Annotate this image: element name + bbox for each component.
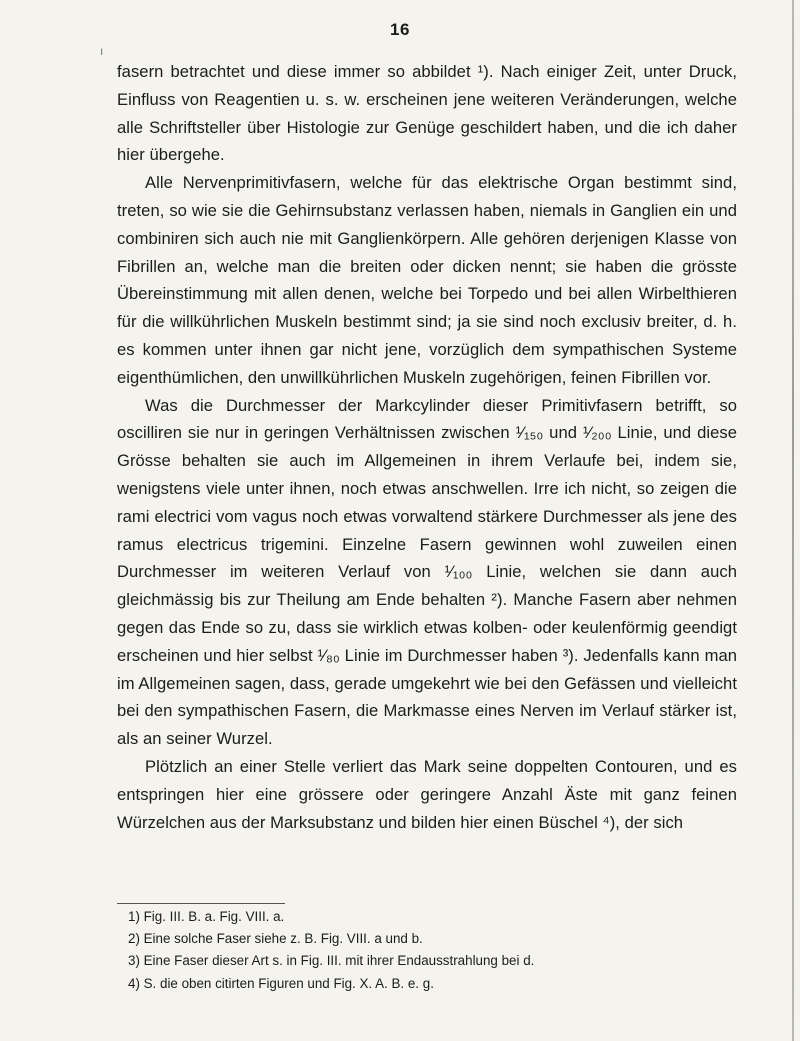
paragraph-3: Was die Durchmesser der Markcylinder dieser Primitivfasern betrifft, so oscilliren sie nur in geringen Verhältnissen zwischen ¹⁄₁₅₀ und ¹⁄₂₀₀ Linie, und diese Grösse behalten sie auch im Allgemeinen in ihrem Verlaufe bei, indem sie, wenigstens viele unter ihnen, noch etwas anschwellen. Irre ich nicht, so zeigen die rami electrici vom vagus noch etwas vorwaltend stärkere Durchmesser als jene des ramus electricus trigemini. Einzelne Fasern gewinnen wohl zuweilen einen Durchmesser im weiteren Verlauf von ¹⁄₁₀₀ Linie, welchen sie dann auch gleichmässig bis zur Theilung am Ende behalten ²). Manche Fasern aber nehmen gegen das Ende so zu, dass sie wirklich etwas kolben- oder keulenförmig geendigt erscheinen und hier selbst ¹⁄₈₀ Linie im Durchmesser haben ³). Jedenfalls kann man im Allgemeinen sagen, dass, gerade umgekehrt wie bei den Gefässen und vielleicht bei den sympathischen Fasern, die Markmasse eines Nerven im Verlauf stärker ist, als an seiner Wurzel. (117, 395, 737, 749)
paragraph-4: Plötzlich an einer Stelle verliert das Mark seine doppelten Contouren, und es entspringen hier eine grössere oder geringere Anzahl Äste mit ganz feinen Würzelchen aus der Marksubstanz und bilden hier einen Büschel ⁴), der sich (117, 756, 737, 832)
footnote-2: 2) Eine solche Faser siehe z. B. Fig. VIII. a und b. (128, 931, 423, 947)
paragraph-2: Alle Nervenprimitivfasern, welche für das elektrische Organ bestimmt sind, treten, so wie sie die Gehirnsubstanz verlassen haben, niemals in Ganglien ein und combiniren sich auch nie mit Ganglienkörpern. Alle gehören derjenigen Klasse von Fibrillen an, welche man die breiten oder dicken nennt; sie haben die grösste Übereinstimmung mit allen denen, welche bei Torpedo und bei allen Wirbelthieren für die willkührlichen Muskeln bestimmt sind; ja sie sind noch exclusiv breiter, d. h. es kommen unter ihnen gar nicht jene, vorzüglich dem sympathischen Systeme eigenthümlichen, den unwillkührlichen Muskeln zugehörigen, feinen Fibrillen vor. (117, 173, 737, 387)
page-number: 16 (390, 20, 410, 39)
footnote-4: 4) S. die oben citirten Figuren und Fig. X. A. B. e. g. (128, 975, 434, 991)
page-edge-line (792, 0, 794, 1041)
paragraph-1: fasern betrachtet und diese immer so abbildet ¹). Nach einiger Zeit, unter Druck, Einfluss von Reagentien u. s. w. erscheinen jene weiteren Veränderungen, welche alle Schriftsteller über Histologie zur Genüge geschildert haben, und die ich daher hier übergehe. (117, 62, 737, 165)
margin-mark: ı (100, 44, 104, 58)
body-text (117, 58, 737, 836)
footnote-1: 1) Fig. III. B. a. Fig. VIII. a. (128, 909, 285, 924)
footnote-divider (117, 903, 285, 904)
footnotes (128, 906, 728, 995)
footnote-3: 3) Eine Faser dieser Art s. in Fig. III. mit ihrer Endausstrahlung bei d. (128, 953, 535, 969)
